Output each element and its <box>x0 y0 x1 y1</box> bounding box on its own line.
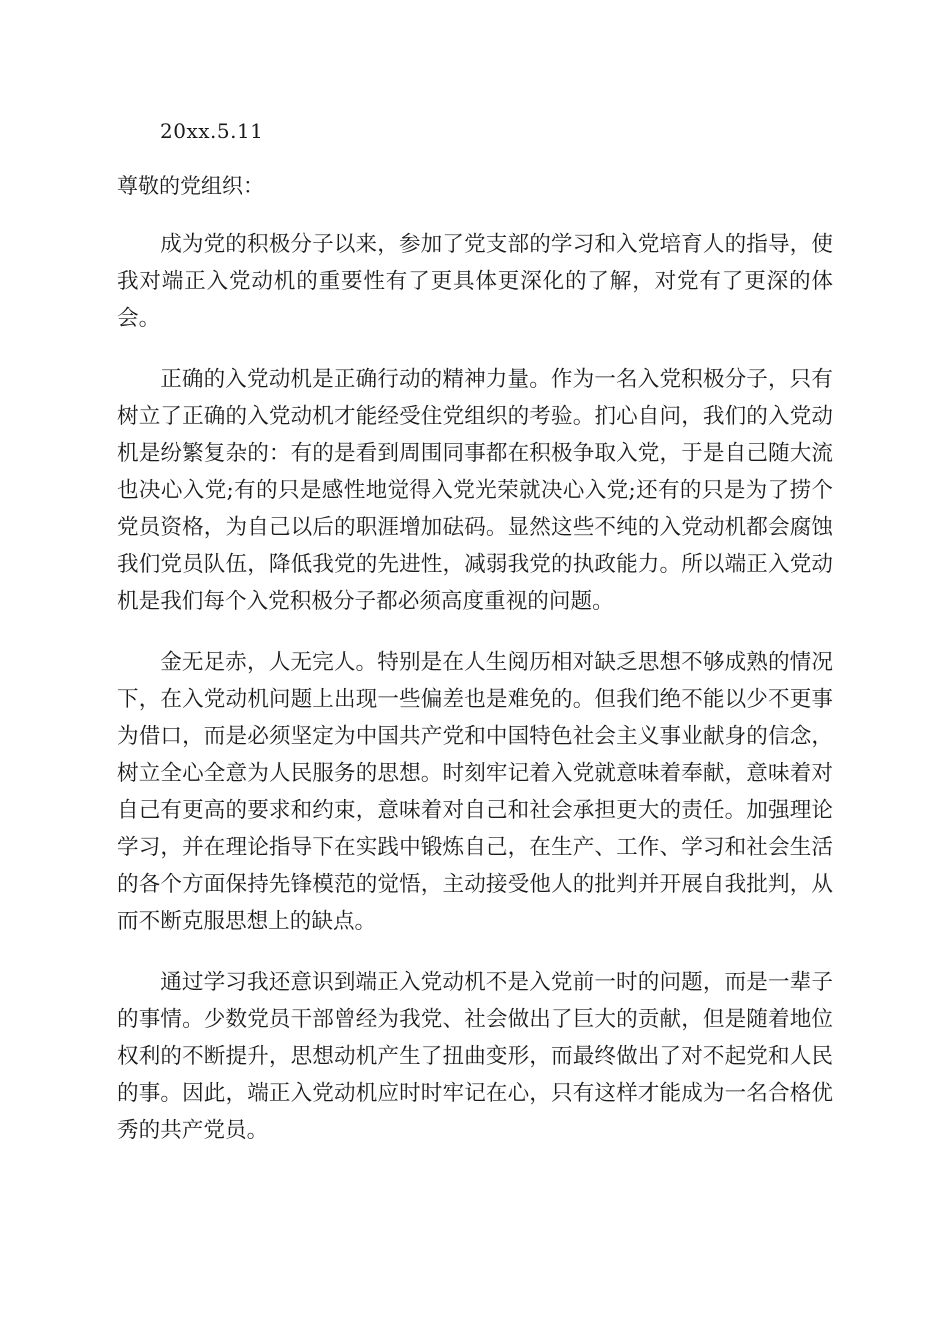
body-paragraph-1: 成为党的积极分子以来，参加了党支部的学习和入党培育人的指导，使我对端正入党动机的重要性有了更具体更深化的了解，对党有了更深的体会。 <box>117 232 833 331</box>
letter-date: 20xx.5.11 <box>160 119 264 143</box>
body-paragraph-4: 通过学习我还意识到端正入党动机不是入党前一时的问题，而是一辈子的事情。少数党员干部曾经为我党、社会做出了巨大的贡献，但是随着地位权利的不断提升，思想动机产生了扭曲变形，而最终做出了对不起党和人民的事。因此，端正入党动机应时时牢记在心，只有这样才能成为一名合格优秀的共产党员。 <box>117 970 833 1143</box>
letter-salutation: 尊敬的党组织： <box>117 174 264 198</box>
body-paragraph-3: 金无足赤，人无完人。特别是在人生阅历相对缺乏思想不够成熟的情况下，在入党动机问题上出现一些偏差也是难免的。但我们绝不能以少不更事为借口，而是必须坚定为中国共产党和中国特色社会主义事业献身的信念，树立全心全意为人民服务的思想。时刻牢记着入党就意味着奉献，意味着对自己有更高的要求和约束，意味着对自己和社会承担更大的责任。加强理论学习，并在理论指导下在实践中锻炼自己，在生产、工作、学习和社会生活的各个方面保持先锋模范的觉悟，主动接受他人的批判并开展自我批判，从而不断克服思想上的缺点。 <box>117 650 833 934</box>
letter-body <box>117 226 833 1173</box>
body-paragraph-2: 正确的入党动机是正确行动的精神力量。作为一名入党积极分子，只有树立了正确的入党动机才能经受住党组织的考验。扪心自问，我们的入党动机是纷繁复杂的：有的是看到周围同事都在积极争取入党，于是自己随大流也决心入党;有的只是感性地觉得入党光荣就决心入党;还有的只是为了捞个党员资格，为自己以后的职涯增加砝码。显然这些不纯的入党动机都会腐蚀我们党员队伍，降低我党的先进性，减弱我党的执政能力。所以端正入党动机是我们每个入党积极分子都必须高度重视的问题。 <box>117 367 833 614</box>
